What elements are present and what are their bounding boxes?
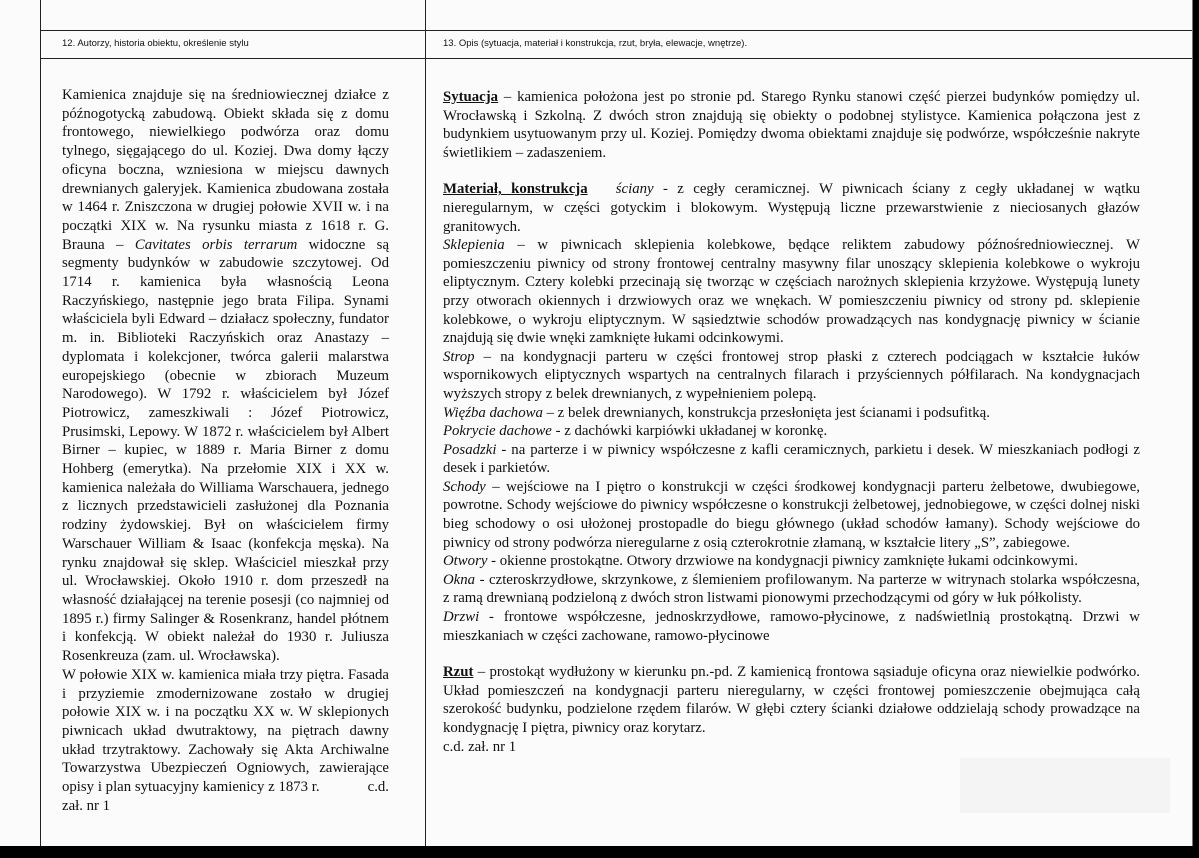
frame-line-left (40, 0, 41, 846)
book-title: Cavitates orbis terrarum (134, 236, 298, 253)
item-schody: Schody – wejściowe na I piętro o konstrukcji w części środkowej kondygnacji parteru żelbetowe, dwubiegowe, powrotne. Schody wejściowe do piwnicy współczesne o konstrukcji żelbetowej, jednobiegowe, w części dolnej niski bieg schodowy o osi ułożonej prostopadle do biegu głównego (układ schodów łamany). Schody wejściowe do piwnicy od strony podwórza nieregularne z osią czterokrotnie złamaną, w kształcie litery „S”, zabiegowe. (443, 478, 1140, 551)
header-divider (40, 58, 1192, 59)
left-column-heading: 12. Autorzy, historia obiektu, określenie stylu (62, 38, 249, 49)
history-paragraph-1: Kamienica znajduje się na średniowiecznej działce z późnogotycką zabudową. Obiekt składa się z domu frontowego, niewielkiego podwórza oraz domu tylnego, sięgającego do ul. Koziej. Dwa domy łączy oficyna boczna, wzniesiona w miejscu dawnych drewnianych galeryjek. Kamienica zbudowana została w 1464 r. Zniszczona w drugiej połowie XVII w. i na początki XIX w. Na rysunku miasta z 1618 r. G. Brauna – Cavitates orbis terrarum widoczne są segmenty budynków w zabudowie szczytowej. Od 1714 r. kamienica była własnością Leona Raczyńskiego, następnie jego brata Filipa. Synami właściciela byli Edward – działacz społeczny, fundator m. in. Biblioteki Raczyńskich oraz Anastazy – dyplomata i kolekcjoner, twórca galerii malarstwa europejskiego (obecnie w zbiorach Muzeum Narodowego). W 1792 r. właścicielem był Józef Piotrowicz, zameszkiwali : Józef Piotrowicz, Prusimski, Lepowy. W 1872 r. właścicielem był Albert Birner – kupiec, w 1889 r. Maria Birner z domu Hohberg (emerytka). Na przełomie XIX i XX w. kamienica należała do Williama Warschauera, jednego z licznych przedstawicieli zasłużonej dla Poznania rodziny żydowskiej. Był on właścicielem firmy Warschauer William & Isaac (konfekcja męska). Na rynku znajdował się sklep. Właściciel mieszkał przy ul. Wrocławskiej. Około 1910 r. dom przeszedł na własność działającej na terenie posesji (co najmniej od 1895 r.) firmy Salinger & Rosenkranz, handel płótnem i konfekcją. W obiekt należał do 1930 r. Juliusza Rosenkreuza (zam. ul. Wrocławska). (62, 87, 390, 665)
right-column-heading: 13. Opis (sytuacja, materiał i konstrukcja, rzut, bryła, elewacje, wnętrze). (443, 38, 748, 49)
section-sytuacja: Sytuacja – kamienica położona jest po stronie pd. Starego Rynku stanowi część pierzei budynków pomiędzy ul. Wrocławską i Szkolną. Z dwóch stron znajdują się obiekty o podobnej stylistyce. Kamienica połączona jest z budynkiem usytuowanym przy ul. Koziej. Pomiędzy dwoma obiektami znajduje się podwórze, współcześnie nakryte świetlikiem – zadaszeniem. (443, 89, 1140, 161)
faded-stamp (960, 758, 1170, 813)
item-pokrycie: Pokrycie dachowe - z dachówki karpiówki układanej w koronkę. (443, 423, 828, 440)
description-text (443, 88, 1140, 756)
section-rzut: Rzut – prostokąt wydłużony w kierunku pn.-pd. Z kamienicą frontowa sąsiaduje oficyna oraz niewielkie podwórko. Układ pomieszczeń na kondygnacji parteru nieregularny, w części frontowej pomieszczenie obejmująca całą szerokość budynku, podzielone rzędem filarów. W głębi cztery ścianki działowe oddzielają schody prowadzące na kondygnację I piętra, piwnicy oraz korytarz. (443, 664, 1140, 736)
section-label-sytuacja: Sytuacja (443, 89, 499, 105)
section-label-material: Materiał, konstrukcja (443, 181, 588, 198)
item-okna: Okna - czteroskrzydłowe, skrzynkowe, z ślemieniem profilowanym. Na parterze w witrynach stolarka współczesna, z ramą drewnianą podzieloną z dwóch stron listwami pionowymi przechodzącymi od góry w łuk półkolisty. (443, 571, 1140, 607)
section-material: Materiał, konstrukcja ściany - z cegły ceramicznej. W piwnicach ściany z cegły układanej w wątku nieregularnym, w części gotyckim i blokowym. Występują liczne przewarstwienie z nieciosanych głazów granitowych. (443, 181, 1140, 235)
section-label-rzut: Rzut (443, 664, 474, 681)
item-otwory: Otwory - okienne prostokątne. Otwory drzwiowe na kondygnacji piwnicy zamknięte łukami odcinkowymi. (443, 553, 1078, 570)
history-paragraph-2: W połowie XIX w. kamienica miała trzy piętra. Fasada i przyziemie zmodernizowane zostało w drugiej połowie XIX w. i na początku XX w. W sklepionych piwnicach układ dwutraktowy, na piętrach dawny układ trzytraktowy. Zachowały się Akta Archiwalne Towarzystwa Ubezpieczeń Ogniowych, zawierające opisy i plan sytuacyjny kamienicy z 1873 r. c.d. zał. nr 1 (62, 666, 389, 814)
item-drzwi: Drzwi - frontowe współczesne, jednoskrzydłowe, ramowo-płycinowe, z nadświetlnią prostokątną. Drzwi w mieszkaniach w części zachowane, ramowo-płycinowe (443, 609, 1140, 644)
attachment-ref-right: c.d. zał. nr 1 (443, 738, 517, 755)
item-strop: Strop – na kondygnacji parteru w części frontowej strop płaski z czterech podciągach w kształcie łuków wspornikowych eliptycznych wspartych na centralnych filarach i przyściennych półfilarach. Na kondygnacjach wyższych stropy z belek drewnianych, z wypełnieniem polepą. (443, 348, 1140, 402)
frame-line-top (40, 30, 1192, 31)
item-sklepienia: Sklepienia – w piwnicach sklepienia kolebkowe, będące reliktem zabudowy późnośredniowiecznej. W pomieszczeniu piwnicy od strony frontowej centralny masywny filar unoszący sklepienia kolebkowe o wykroju eliptycznym. Cztery kolebki przecinają się tworząc w częściach narożnych sklepienia krzyżowe. Występują lunety przy otworach okiennych i drzwiowych oraz we wnękach. W pomieszczeniu piwnicy od strony pd. sklepienie kolebkowe, o wykroju eliptycznym. W sąsiedztwie schodów prowadzących nas kondygnację piwnicy w ścianie znajdują się dwie wnęki zamknięte łukami odcinkowymi. (443, 237, 1140, 347)
history-text (62, 86, 389, 815)
attachment-ref: c.d. zał. nr 1 (62, 779, 389, 814)
column-divider (425, 0, 426, 846)
item-posadzki: Posadzki - na parterze i w piwnicy współczesne z kafli ceramicznych, parkietu i desek. W mieszkaniach podłogi z desek i parkietów. (443, 441, 1140, 477)
item-wiezba: Więźba dachowa – z belek drewnianych, konstrukcja przesłonięta jest ścianami i podsufitką. (443, 404, 990, 421)
